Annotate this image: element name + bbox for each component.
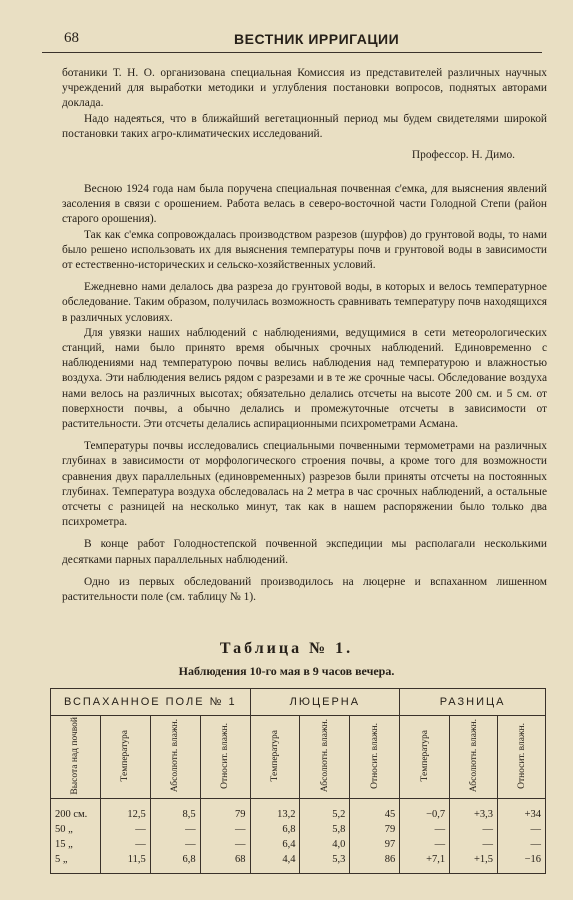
page-header — [42, 28, 542, 53]
paragraph: Температуры почвы исследовались специальными почвенными термометрами на различных глубинах в зависимости от морфологического строения почвы, а кроме того для возможности сравнения двух параллельных (единовременных) разрезов были приняты отсчеты на постоянных глубинах. Температура воздуха обследовалась на 2 метра в час срочных наблюдений, а остальные отсчеты с разницей на несколько минут, так как в нашем распоряжении было только два психрометра. — [62, 440, 547, 529]
intro-text — [62, 66, 547, 163]
column-header-absolute-humidity: Абсолютн. влажн. — [450, 716, 498, 799]
observation-table — [50, 688, 546, 874]
column-header-temperature: Температура — [400, 716, 450, 799]
column-header-temperature: Температура — [250, 716, 300, 799]
column-header-absolute-humidity: Абсолютн. влажн. — [300, 716, 350, 799]
column-header-relative-humidity: Относит. влажн. — [200, 716, 250, 799]
group-header-plowed-field: ВСПАХАННОЕ ПОЛЕ № 1 — [51, 689, 251, 716]
column-header-absolute-humidity: Абсолютн. влажн. — [150, 716, 200, 799]
paragraph: Одно из первых обследований производилось на люцерне и вспаханном лишенном растительности поле (см. таблицу № 1). — [62, 575, 547, 604]
table-row: 15 „ — — — 6,4 4,0 97 — — — — [51, 837, 546, 852]
table-subtitle: Наблюдения 10-го мая в 9 часов вечера. — [178, 664, 395, 678]
table-row: 50 „ — — — 6,8 5,8 79 — — — — [51, 822, 546, 837]
column-header-relative-humidity: Относит. влажн. — [498, 716, 546, 799]
paragraph: Для увязки наших наблюдений с наблюдениями, ведущимися в сети метеорологических станций, нами было принято время обычных срочных наблюдений. Единовременно с наблюдениями над температурою почвы велись наблюдения над температурою и влажностью воздуха. Эти наблюдения велись рядом с разрезами и в те же срочные часы. Обследование воздуха нами велось на различных высотах; обязательно делались отсчеты на высоте 200 см. и 5 см. от поверхности почвы, а обычно делались и промежуточные отсчеты в зависимости от растительности. Эти отсчеты делались аспирационными психрометрами Асмана. — [62, 326, 547, 431]
paragraph: Весною 1924 года нам была поручена специальная почвенная с'емка, для выяснения явлений засоления в связи с орошением. Работа велась в северо-восточной части Голодной Степи (район старого орошения). — [62, 183, 547, 226]
journal-title: ВЕСТНИК ИРРИГАЦИИ — [234, 31, 400, 47]
column-header-temperature: Температура — [100, 716, 150, 799]
intro-paragraph: Надо надеяться, что в ближайший вегетационный период мы будем свидетелями широкой постановки таких агро-климатических исследований. — [62, 112, 547, 140]
group-header-alfalfa: ЛЮЦЕРНА — [250, 689, 400, 716]
article-text — [62, 182, 547, 605]
intro-paragraph: ботаники Т. Н. О. организована специальная Комиссия из представителей различных научных учреждений для выработки методики и углубления постановки вопросов, поднятых авторами доклада. — [62, 67, 547, 110]
page-number: 68 — [64, 30, 79, 46]
table-title: Таблица № 1. — [219, 640, 354, 657]
paragraph: Так как с'емка сопровождалась производством разрезов (шурфов) до грунтовой воды, то нами было решено использовать их для выяснения температуры почв и грунтовой воды в зависимости от естественно-исторических и сельско-хозяйственных условий. — [62, 228, 547, 272]
author-signature: Профессор. Н. Димо. — [411, 149, 515, 162]
column-header-relative-humidity: Относит. влажн. — [350, 716, 400, 799]
group-header-difference: РАЗНИЦА — [400, 689, 546, 716]
paragraph: В конце работ Голодностепской почвенной экспедиции мы располагали несколькими десятками парных параллельных наблюдений. — [62, 538, 547, 566]
column-header-height: Высота над почвой — [51, 716, 101, 799]
paragraph: Ежедневно нами делалось два разреза до грунтовой воды, в которых и велось температурное обследование. Таким образом, получилась возможность сравнивать температуру почв находящихся в различных условиях. — [62, 281, 547, 324]
table-row: 200 см. 12,5 8,5 79 13,2 5,2 45 −0,7 +3,3 +34 — [51, 799, 546, 823]
table-row: 5 „ 11,5 6,8 68 4,4 5,3 86 +7,1 +1,5 −16 — [51, 852, 546, 874]
